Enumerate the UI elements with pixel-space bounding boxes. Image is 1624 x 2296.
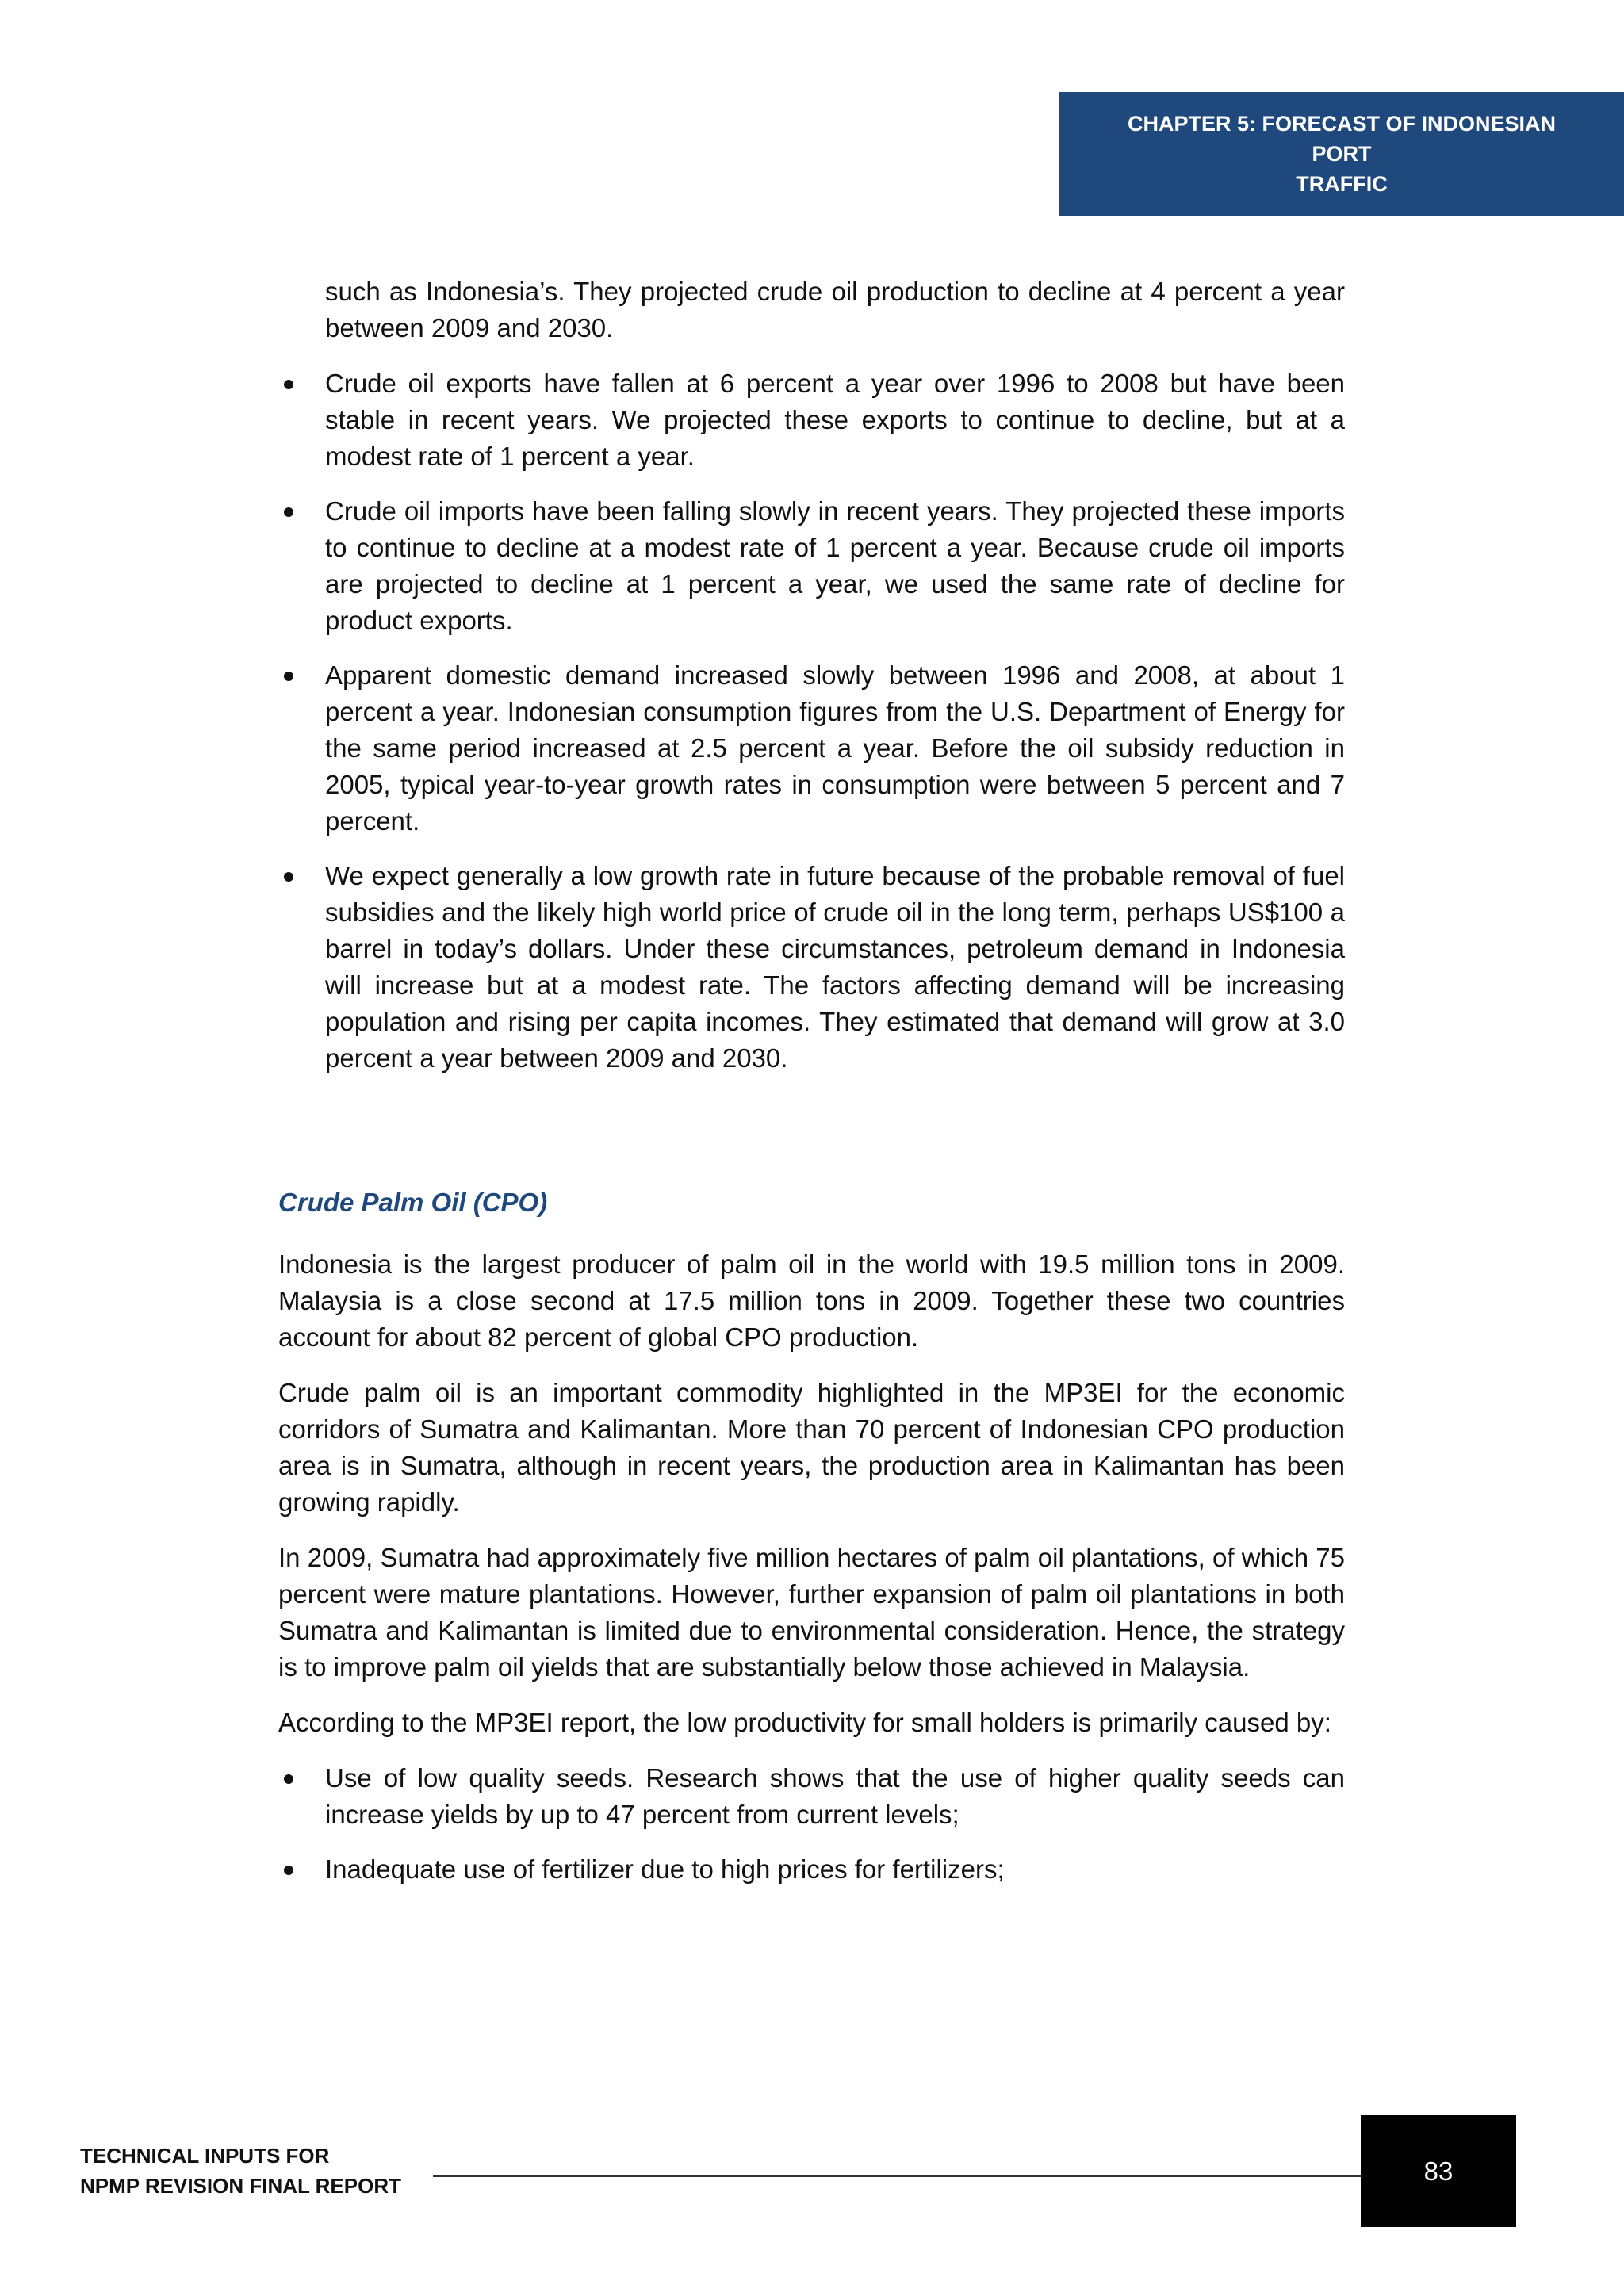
continued-paragraph: such as Indonesia’s. They projected crude oil production to decline at 4 percent a year between 2009 and 2030. bbox=[325, 277, 1345, 342]
list-item-text: Crude oil exports have fallen at 6 percent a year over 1996 to 2008 but have been stable in recent years. We projected these exports to continue to decline, but at a modest rate of 1 percent a year. bbox=[325, 369, 1345, 471]
crude-oil-bullet-list bbox=[278, 365, 1345, 1077]
page-number-badge bbox=[1361, 2115, 1516, 2227]
list-item-text: We expect generally a low growth rate in future because of the probable removal of fuel subsidies and the likely high world price of crude oil in the long term, perhaps US$100 a barrel in today’s dollars. Under these circumstances, petroleum demand in Indonesia will increase but at a modest rate. The factors affecting demand will be increasing population and rising per capita incomes. They estimated that demand will grow at 3.0 percent a year between 2009 and 2030. bbox=[325, 861, 1345, 1073]
list-item bbox=[278, 1760, 1345, 1833]
section-heading-cpo: Crude Palm Oil (CPO) bbox=[278, 1188, 548, 1217]
bullet-icon bbox=[284, 872, 293, 882]
list-item bbox=[278, 365, 1345, 475]
low-productivity-causes-list bbox=[278, 1760, 1345, 1888]
footer-title-line-2: NPMP REVISION FINAL REPORT bbox=[80, 2174, 401, 2198]
paragraph: According to the MP3EI report, the low productivity for small holders is primarily caused by: bbox=[278, 1708, 1331, 1737]
bullet-icon bbox=[284, 380, 293, 389]
chapter-header-banner bbox=[1059, 92, 1624, 216]
chapter-title-line-1: CHAPTER 5: FORECAST OF INDONESIAN PORT bbox=[1127, 112, 1557, 166]
list-item bbox=[278, 657, 1345, 840]
bullet-icon bbox=[284, 1866, 293, 1875]
bullet-icon bbox=[284, 507, 293, 517]
chapter-title-line-2: TRAFFIC bbox=[1296, 172, 1388, 196]
footer-report-title bbox=[80, 2141, 401, 2201]
list-item-text: Apparent domestic demand increased slowly between 1996 and 2008, at about 1 percent a year. Indonesian consumption figures from the U.S. Department of Energy for the same period increased at 2.5 percent a year. Before the oil subsidy reduction in 2005, typical year-to-year growth rates in consumption were between 5 percent and 7 percent. bbox=[325, 660, 1345, 836]
page-body bbox=[278, 274, 1345, 1906]
chapter-title bbox=[1059, 109, 1624, 199]
footer-title-line-1: TECHNICAL INPUTS FOR bbox=[80, 2144, 330, 2168]
list-item-text: Inadequate use of fertilizer due to high prices for fertilizers; bbox=[325, 1854, 1005, 1884]
list-item-text: Use of low quality seeds. Research shows that the use of higher quality seeds can increase yields by up to 47 percent from current levels; bbox=[325, 1763, 1345, 1829]
list-item bbox=[278, 1851, 1345, 1888]
list-item-text: Crude oil imports have been falling slowly in recent years. They projected these imports to continue to decline at a modest rate of 1 percent a year. Because crude oil imports are projected to decline at 1 percent a year, we used the same rate of decline for product exports. bbox=[325, 496, 1345, 635]
bullet-icon bbox=[284, 672, 293, 681]
list-item bbox=[278, 858, 1345, 1077]
paragraph: Crude palm oil is an important commodity highlighted in the MP3EI for the economic corridors of Sumatra and Kalimantan. More than 70 percent of Indonesian CPO production area is in Sumatra, although in recent years, the production area in Kalimantan has been growing rapidly. bbox=[278, 1378, 1345, 1517]
paragraph: Indonesia is the largest producer of palm oil in the world with 19.5 million tons in 2009. Malaysia is a close second at 17.5 million tons in 2009. Together these two countries account for about 82 percent of global CPO production. bbox=[278, 1249, 1345, 1352]
page-number: 83 bbox=[1423, 2156, 1454, 2186]
footer-divider bbox=[433, 2175, 1361, 2177]
list-item bbox=[278, 493, 1345, 639]
paragraph: In 2009, Sumatra had approximately five million hectares of palm oil plantations, of which 75 percent were mature plantations. However, further expansion of palm oil plantations in both Sumatra and Kalimantan is limited due to environmental consideration. Hence, the strategy is to improve palm oil yields that are substantially below those achieved in Malaysia. bbox=[278, 1543, 1345, 1682]
bullet-icon bbox=[284, 1774, 293, 1784]
